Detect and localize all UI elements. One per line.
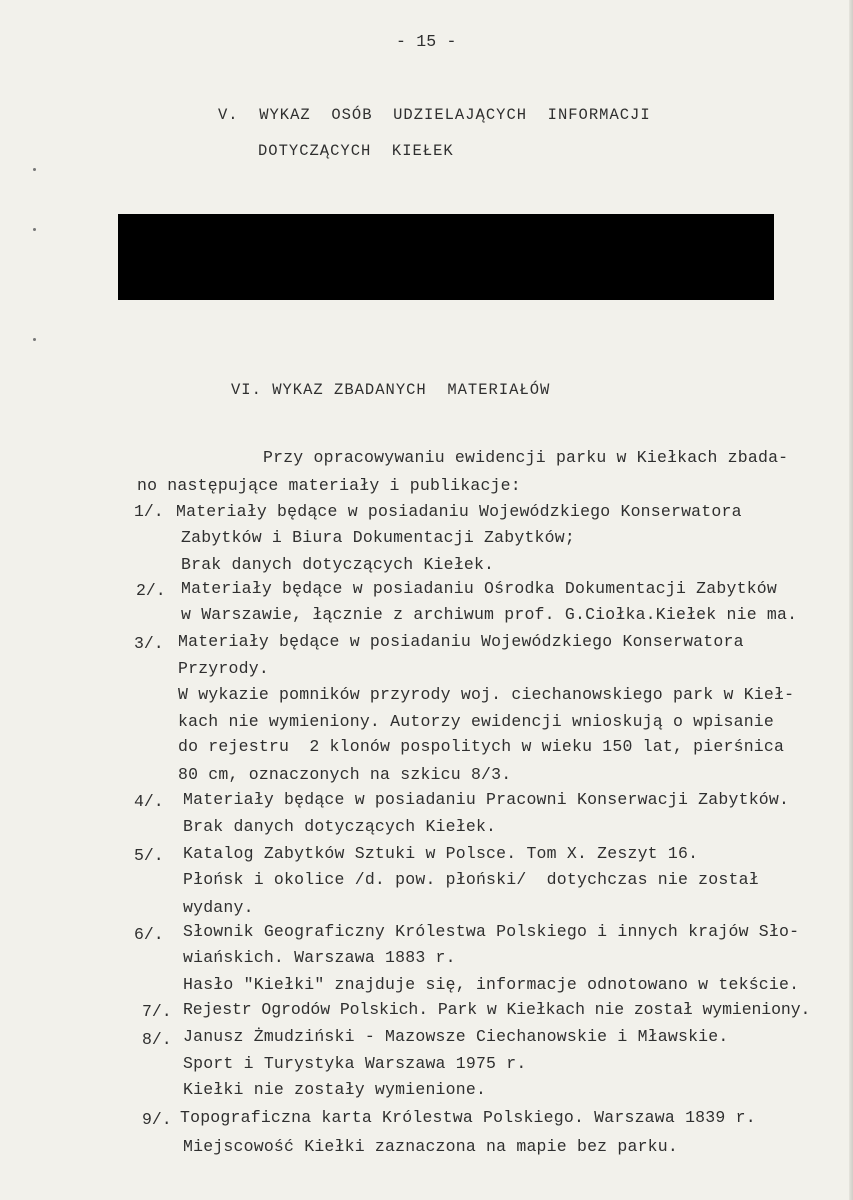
paper-speck [33, 168, 36, 171]
item-line: Materiały będące w posiadaniu Wojewódzkiego Konserwatora [176, 502, 742, 521]
item-number: 5/. [134, 846, 164, 865]
item-line: kach nie wymieniony. Autorzy ewidencji wnioskują o wpisanie [178, 712, 774, 731]
page-edge [849, 0, 853, 1200]
item-line: Miejscowość Kiełki zaznaczona na mapie bez parku. [183, 1137, 678, 1156]
item-line: Katalog Zabytków Sztuki w Polsce. Tom X. Zeszyt 16. [183, 844, 699, 863]
page-number: - 15 - [396, 32, 457, 51]
item-number: 3/. [134, 634, 164, 653]
item-number: 4/. [134, 792, 164, 811]
section-vi-heading: VI. WYKAZ ZBADANYCH MATERIAŁÓW [231, 381, 551, 399]
item-line: Brak danych dotyczących Kiełek. [183, 817, 497, 836]
item-line: w Warszawie, łącznie z archiwum prof. G.Ciołka.Kiełek nie ma. [181, 605, 798, 624]
section-v-heading-continued: DOTYCZĄCYCH KIEŁEK [258, 142, 454, 160]
item-line: W wykazie pomników przyrody woj. ciechanowskiego park w Kieł- [178, 685, 795, 704]
item-line: Kiełki nie zostały wymienione. [183, 1080, 487, 1099]
item-line: Zabytków i Biura Dokumentacji Zabytków; [181, 528, 575, 547]
item-line: Materiały będące w posiadaniu Pracowni Konserwacji Zabytków. [183, 790, 790, 809]
redaction-bar [118, 214, 774, 300]
item-number: 1/. [134, 502, 164, 521]
item-number: 6/. [134, 925, 164, 944]
item-line: Przyrody. [178, 659, 269, 678]
section-v-heading: V. WYKAZ OSÓB UDZIELAJĄCYCH INFORMACJI [218, 106, 651, 124]
intro-line: Przy opracowywaniu ewidencji parku w Kiełkach zbada- [263, 448, 789, 467]
item-line: Płońsk i okolice /d. pow. płoński/ dotychczas nie został [183, 870, 759, 889]
item-line: do rejestru 2 klonów pospolitych w wieku 150 lat, pierśnica [178, 737, 785, 756]
paper-speck [33, 338, 36, 341]
item-number: 8/. [142, 1030, 172, 1049]
intro-line: no następujące materiały i publikacje: [137, 476, 521, 495]
item-line: Sport i Turystyka Warszawa 1975 r. [183, 1054, 527, 1073]
item-number: 7/. [142, 1002, 172, 1021]
item-line: Rejestr Ogrodów Polskich. Park w Kiełkach nie został wymieniony. [183, 1000, 811, 1019]
item-line: Słownik Geograficzny Królestwa Polskiego i innych krajów Sło- [183, 922, 800, 941]
item-line: Topograficzna karta Królestwa Polskiego. Warszawa 1839 r. [180, 1108, 756, 1127]
item-line: Materiały będące w posiadaniu Wojewódzkiego Konserwatora [178, 632, 744, 651]
item-line: Hasło "Kiełki" znajduje się, informacje odnotowano w tekście. [183, 975, 800, 994]
item-line: Brak danych dotyczących Kiełek. [181, 555, 495, 574]
item-line: 80 cm, oznaczonych na szkicu 8/3. [178, 765, 512, 784]
paper-speck [33, 228, 36, 231]
item-line: wiańskich. Warszawa 1883 r. [183, 948, 456, 967]
item-number: 2/. [136, 581, 166, 600]
item-line: wydany. [183, 898, 254, 917]
item-line: Janusz Żmudziński - Mazowsze Ciechanowskie i Mławskie. [183, 1027, 729, 1046]
item-line: Materiały będące w posiadaniu Ośrodka Dokumentacji Zabytków [181, 579, 777, 598]
item-number: 9/. [142, 1110, 172, 1129]
